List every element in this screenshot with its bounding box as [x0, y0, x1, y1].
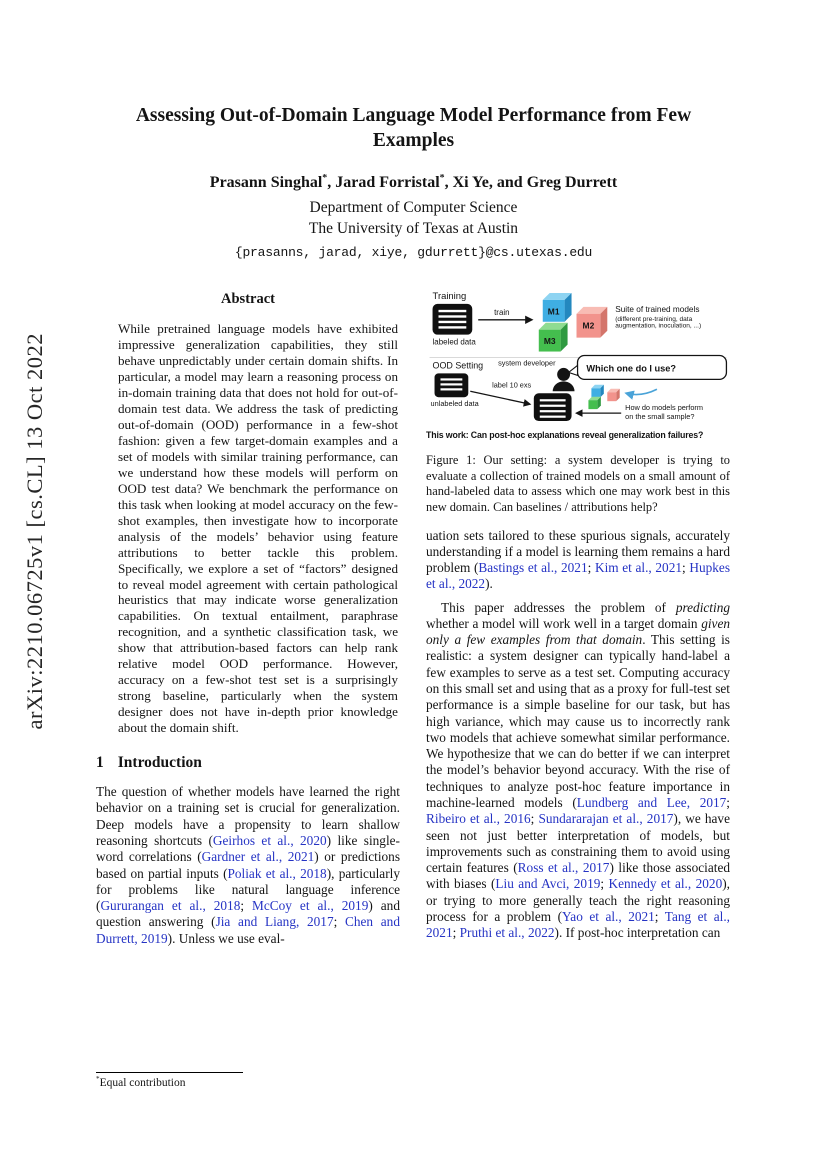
- section-number: 1: [96, 754, 104, 772]
- citation-link[interactable]: Poliak et al., 2018: [227, 865, 327, 881]
- citation-link[interactable]: Geirhos et al., 2020: [212, 833, 327, 849]
- suite-subtitle-1: (different pre-training, data: [615, 315, 693, 323]
- text-run: , Jarad Forristal: [327, 173, 440, 191]
- model-m2-cube: [577, 307, 608, 338]
- affiliation-university: The University of Texas at Austin: [308, 219, 519, 237]
- text-run: ) and question answering (: [96, 898, 400, 930]
- speech-bubble: [569, 356, 727, 380]
- section-title: Introduction: [117, 754, 202, 772]
- cubes-arrow: [626, 389, 657, 394]
- text-run: ;: [600, 876, 609, 892]
- paper-title: Assessing Out-of-Domain Language Model Performance from Few Examples: [135, 105, 692, 152]
- text-run: ), particularly for problems like natural language inference (: [96, 865, 400, 914]
- suite-subtitle-2: augmentation, inoculation, ...): [615, 322, 702, 330]
- figure-1: [426, 288, 730, 516]
- footnote-rule: [96, 1072, 243, 1073]
- figure-caption: Figure 1: Our setting: a system developer is trying to evaluate a collection of trained models on a small amount of hand-labeled data to assess which one may work best in this new domain. Can baselines / attributions help?: [426, 453, 730, 514]
- how-models-line1: How do models perform: [625, 403, 703, 413]
- how-models-line2: on the small sample?: [625, 412, 695, 422]
- body-paragraph: [426, 600, 730, 942]
- text-run: predicting: [675, 599, 730, 615]
- training-label: Training: [432, 289, 467, 301]
- text-run: ).: [485, 576, 493, 592]
- text-run: . This setting is realistic: a system designer can typically hand-label a few examples to serve as a test set. Computing accuracy on this small set and using that as a proxy for full-test set performance is a simple baseline for our task, but has high variance, which may cause us to incorrectly rank two models that achieve somewhat similar performance. We hypothesize that we can do better if we can interpret the model’s behavior beyond accuracy. With the rise of techniques to analyze post-hoc feature importance in machine-learned models (: [426, 632, 730, 810]
- citation-link[interactable]: McCoy et al., 2019: [252, 898, 369, 914]
- model-m3-cube: [539, 323, 568, 352]
- figure-1-diagram: [426, 288, 730, 427]
- labeled-data-icon: [433, 304, 473, 335]
- labeled-data-label: labeled data: [432, 337, 476, 347]
- text-run: *: [322, 172, 328, 184]
- footnote: [96, 1072, 400, 1089]
- text-run: ) like single-word correlations (: [96, 833, 400, 865]
- citation-link[interactable]: Sundararajan et al., 2017: [538, 811, 674, 827]
- section-heading-introduction: [96, 754, 400, 772]
- arxiv-watermark: arXiv:2210.06725v1 [cs.CL] 13 Oct 2022: [22, 333, 47, 730]
- text-run: , Xi Ye, and Greg Durrett: [444, 173, 618, 191]
- citation-link[interactable]: Ribeiro et al., 2016: [426, 811, 531, 827]
- citation-link[interactable]: Gardner et al., 2021: [201, 849, 315, 865]
- model-m1-label: M1: [547, 306, 560, 317]
- model-m2-label: M2: [582, 320, 595, 331]
- text-run: given only a few examples from that domain: [426, 615, 730, 648]
- citation-link[interactable]: Gururangan et al., 2018: [100, 898, 241, 914]
- text-run: ). If post-hoc interpretation can: [554, 925, 721, 941]
- suite-title: Suite of trained models: [615, 304, 700, 314]
- citation-link[interactable]: Liu and Avci, 2019: [495, 876, 601, 892]
- affiliation-department: Department of Computer Science: [309, 198, 518, 216]
- text-run: The question of whether models have learned the right behavior on a training set is crucial for generalization. Deep models have a propensity to learn shallow reasoning shortcuts (: [96, 784, 400, 849]
- unlabeled-data-label: unlabeled data: [430, 399, 479, 409]
- small-sample-icon: [534, 393, 572, 421]
- text-run: Equal contribution: [99, 1077, 186, 1089]
- authors-line: [120, 174, 707, 192]
- left-column: [96, 288, 400, 1072]
- text-run: ;: [682, 560, 690, 576]
- text-run: This paper addresses the problem of: [441, 599, 676, 615]
- speech-bubble-text: Which one do I use?: [586, 363, 677, 374]
- text-run: ), or trying to more generally teach the right reasoning process for a problem (: [426, 876, 730, 924]
- text-run: ;: [452, 925, 460, 941]
- unlabeled-data-icon: [435, 373, 469, 397]
- citation-link[interactable]: Tang et al., 2021: [426, 908, 731, 941]
- abstract-heading: Abstract: [221, 291, 275, 307]
- label-exs-arrow: [470, 391, 530, 404]
- citation-link[interactable]: Lundberg and Lee, 2017: [576, 795, 727, 810]
- text-run: uation sets tailored to these spurious signals, accurately understanding if a model is learning them remains a hard problem (: [426, 527, 730, 576]
- text-run: ) like those associated with biases (: [426, 860, 731, 892]
- intro-paragraph: [96, 784, 400, 947]
- text-run: Prasann Singhal: [209, 173, 323, 191]
- system-developer-label: system developer: [498, 358, 556, 368]
- citation-link[interactable]: Jia and Liang, 2017: [215, 914, 334, 930]
- citation-link[interactable]: Pruthi et al., 2022: [459, 925, 555, 941]
- mini-model-cubes: [588, 385, 619, 409]
- label-exs-text: label 10 exs: [492, 380, 532, 390]
- text-run: ), we have seen not just better interpretation of models, but improvements such as constraining them to avoid using certain features (: [426, 811, 730, 876]
- citation-link[interactable]: Yao et al., 2021: [562, 908, 655, 924]
- text-run: ;: [726, 795, 730, 810]
- model-m3-label: M3: [543, 336, 556, 347]
- text-run: ) or predictions based on partial inputs (: [96, 849, 400, 881]
- text-run: ;: [530, 811, 539, 827]
- text-run: whether a model will work well in a target domain: [426, 615, 702, 631]
- footnote-text: [96, 1077, 400, 1089]
- citation-link[interactable]: Kim et al., 2021: [594, 560, 683, 576]
- citation-link[interactable]: Kennedy et al., 2020: [608, 876, 723, 892]
- citation-link[interactable]: Hupkes et al., 2022: [426, 560, 730, 592]
- text-run: ). Unless we use eval-: [167, 930, 285, 946]
- citation-link[interactable]: Chen and Durrett, 2019: [96, 914, 400, 946]
- text-run: ;: [654, 908, 665, 924]
- author-emails[interactable]: {prasanns, jarad, xiye, gdurrett}@cs.utexas.edu: [234, 244, 593, 260]
- right-column: [426, 288, 730, 1072]
- model-m1-cube: [543, 293, 572, 322]
- citation-link[interactable]: Bastings et al., 2021: [478, 560, 588, 576]
- text-run: *: [439, 172, 445, 184]
- citation-link[interactable]: Ross et al., 2017: [517, 860, 610, 876]
- two-column-body: [96, 288, 731, 1072]
- text-run: ;: [587, 560, 595, 576]
- text-run: *: [96, 1075, 100, 1084]
- text-run: ;: [240, 898, 253, 914]
- ood-setting-label: OOD Setting: [432, 360, 484, 371]
- train-arrow-label: train: [494, 307, 510, 317]
- abstract-text: While pretrained language models have exhibited impressive generalization capabilities, they still behave unpredictably under certain domain shifts. In particular, a model may learn a reasoning process on in-domain training data that does not hold for out-of-domain test data. We address the task of predicting out-of-domain (OOD) performance in a few-shot fashion: given a few target-domain examples and a set of models with similar training performance, can we understand how these models will perform on OOD test data? We benchmark the performance on this task when looking at model accuracy on the few-shot examples, then investigate how to incorporate analysis of the models’ behavior using feature attributions to better tackle this problem. Specifically, we explore a set of “factors” designed to reveal model agreement with certain pathological heuristics that may indicate worse generalization capabilities. On textual entailment, paraphrase recognition, and a synthetic classification task, we show that attribution-based factors can help rank relative model OOD performance. However, accuracy on a few-shot test set is a surprisingly strong baseline, particularly when the system designer does not have in-depth prior knowledge about the domain shift.: [118, 321, 398, 736]
- text-run: ;: [333, 914, 345, 930]
- figure-thiswork-line: This work: Can post-hoc explanations reveal generalization failures?: [426, 430, 704, 440]
- paper-header: [120, 103, 707, 260]
- body-paragraph-continuation: [426, 528, 730, 593]
